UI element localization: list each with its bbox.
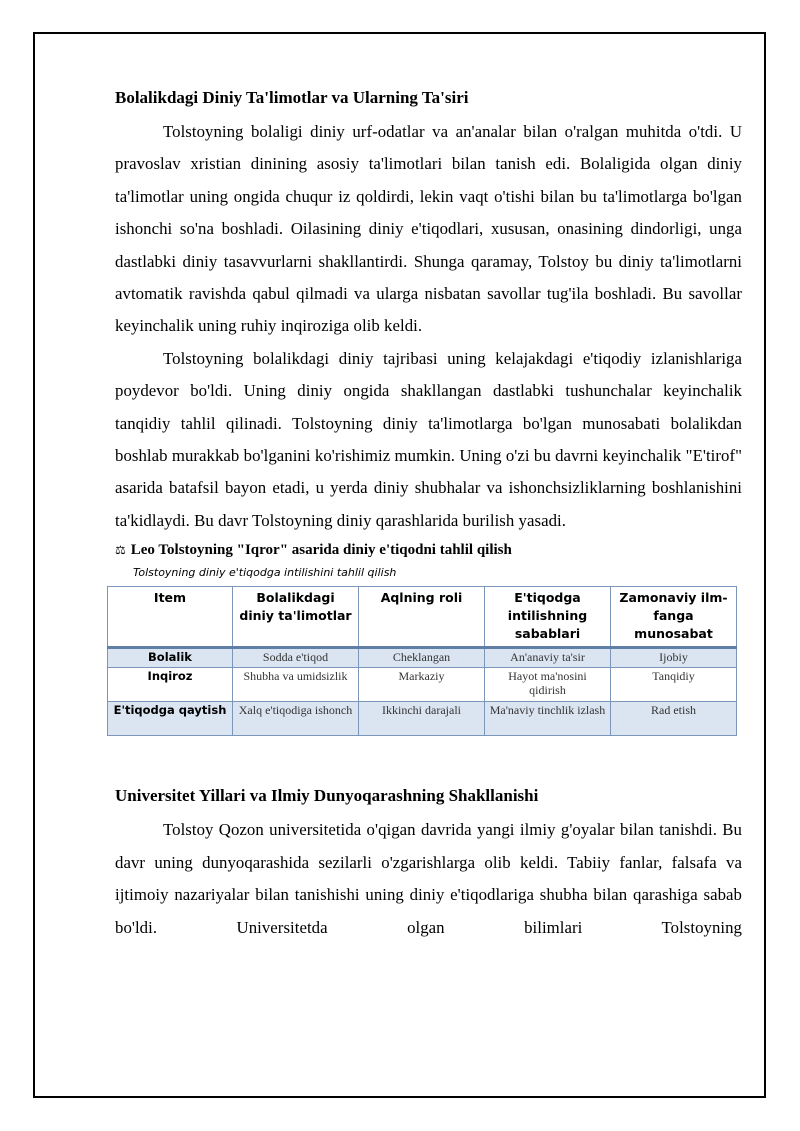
table-cell: An'anaviy ta'sir [485, 648, 611, 668]
table-row-label: E'tiqodga qaytish [108, 702, 233, 736]
table-header-row [108, 587, 737, 648]
table-cell: Xalq e'tiqodiga ishonch [233, 702, 359, 736]
table-cell: Sodda e'tiqod [233, 648, 359, 668]
table-header-cell: Item [108, 587, 233, 648]
figure-title-text: Leo Tolstoyning "Iqror" asarida diniy e'tiqodni tahlil qilish [130, 542, 512, 559]
table-cell: Hayot ma'nosini qidirish [485, 668, 611, 702]
table-row-label: Bolalik [108, 648, 233, 668]
table-row [108, 648, 737, 668]
paragraph: Tolstoy Qozon universitetida o'qigan davrida yangi ilmiy g'oyalar bilan tanishdi. Bu davr uning dunyoqarashida sezilarli o'zgarishlarga olib keldi. Tabiiy fanlar, falsafa va ijtimoiy nazariyalar bilan tanishishi uning diniy e'tiqodlariga shubha bilan qarashiga sabab bo'ldi. Universitetda olgan bilimlari Tolstoyning [115, 820, 742, 937]
table-header-cell: E'tiqodga intilishning sabablari [485, 587, 611, 648]
scale-icon: ⚖ [115, 543, 126, 558]
comparison-table [107, 586, 737, 736]
table-row-label: Inqiroz [108, 668, 233, 702]
figure-title [115, 537, 742, 563]
table-cell: Shubha va umidsizlik [233, 668, 359, 702]
table-cell: Markaziy [359, 668, 485, 702]
table-cell: Ijobiy [611, 648, 737, 668]
document-body [115, 84, 742, 944]
figure-caption: Tolstoyning diniy e'tiqodga intilishini tahlil qilish [133, 566, 397, 580]
table-row [108, 702, 737, 736]
spacer [115, 736, 742, 782]
table-cell: Cheklangan [359, 648, 485, 668]
table-header-cell: Bolalikdagi diniy ta'limotlar [233, 587, 359, 648]
table-cell: Ma'naviy tinchlik izlash [485, 702, 611, 736]
section-heading: Bolalikdagi Diniy Ta'limotlar va Ularning Ta'siri [115, 88, 469, 107]
table-row [108, 668, 737, 702]
table-cell: Tanqidiy [611, 668, 737, 702]
table-cell: Rad etish [611, 702, 737, 736]
table-cell: Ikkinchi darajali [359, 702, 485, 736]
paragraph: Tolstoyning bolaligi diniy urf-odatlar va an'analar bilan o'ralgan muhitda o'tdi. U pravoslav xristian dinining asosiy ta'limotlari bilan tanish edi. Bolaligida olgan diniy ta'limotlar uning ongida chuqur iz qoldirdi, lekin vaqt o'tishi bilan bu ta'limotlarga bo'lgan ishonchi so'na boshladi. Oilasining diniy e'tiqodlari, xususan, onasining dindorligi, unga dastlabki diniy tasavvurlarni shakllantirdi. Shunga qaramay, Tolstoy bu diniy ta'limotlarni avtomatik ravishda qabul qilmadi va ularga nisbatan savollar tug'ila boshladi. Bu savollar keyinchalik uning ruhiy inqiroziga olib keldi. [115, 122, 742, 336]
paragraph: Tolstoyning bolalikdagi diniy tajribasi uning kelajakdagi e'tiqodiy izlanishlariga poydevor bo'ldi. Uning diniy ongida shakllangan dastlabki tushunchalar keyinchalik tanqidiy tahlil qilinadi. Tolstoyning diniy ta'limotlarga bo'lgan munosabati bolalikdan boshlab murakkab bo'lganini ko'rishimiz mumkin. Uning o'zi bu davrni keyinchalik "E'tirof" asarida batafsil bayon etadi, u yerda diniy shubhalar va ishonchsizliklarning boshlanishini ta'kidlaydi. Bu davr Tolstoyning diniy qarashlarida burilish yasadi. [115, 348, 742, 530]
table-header-cell: Aqlning roli [359, 587, 485, 648]
section-heading: Universitet Yillari va Ilmiy Dunyoqarashning Shakllanishi [115, 786, 539, 806]
table-header-cell: Zamonaviy ilm-fanga munosabat [611, 587, 737, 648]
